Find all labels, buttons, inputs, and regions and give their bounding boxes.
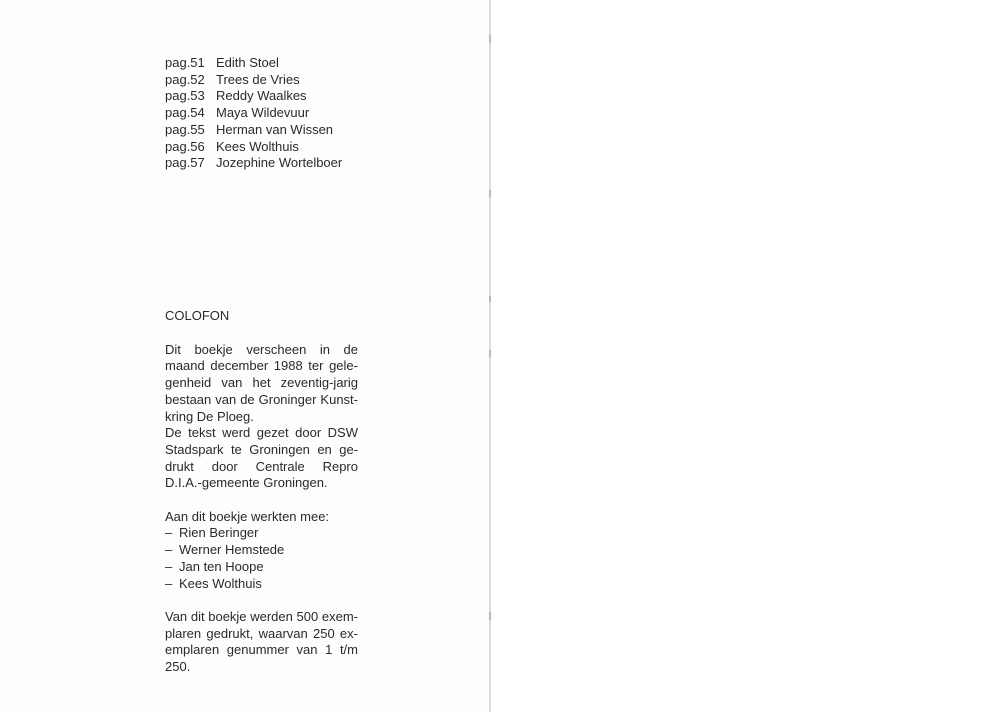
dash-bullet: –	[165, 525, 173, 541]
dash-bullet: –	[165, 575, 173, 591]
text-line: D.I.A.-gemeente Groningen.	[165, 475, 328, 491]
colofon-paragraph-publication	[165, 342, 358, 426]
colofon-title: COLOFON	[165, 308, 230, 323]
index-artist-name: Trees de Vries	[216, 71, 300, 87]
list-item	[165, 542, 358, 559]
text-line: De tekst werd gezet door DSW	[165, 425, 358, 441]
credit-name: Kees Wolthuis	[179, 575, 262, 591]
index-page-number: pag.55	[165, 121, 205, 137]
text-line: 250.	[165, 659, 191, 675]
list-item	[165, 576, 358, 593]
artist-index	[165, 55, 342, 172]
colofon-credits	[165, 509, 358, 593]
index-page-number: pag.53	[165, 88, 205, 104]
index-page-number: pag.52	[165, 71, 205, 87]
index-row	[165, 72, 342, 89]
left-page	[0, 0, 490, 712]
index-row	[165, 55, 342, 72]
colofon-section	[165, 308, 358, 676]
index-artist-name: Kees Wolthuis	[216, 138, 299, 154]
text-line: bestaan van de Groninger Kunst-	[165, 391, 358, 407]
index-artist-name: Maya Wildevuur	[216, 105, 310, 121]
colofon-paragraph-printing	[165, 425, 358, 492]
index-artist-name: Reddy Waalkes	[216, 88, 307, 104]
credit-name: Rien Beringer	[179, 525, 259, 541]
credits-intro: Aan dit boekje werkten mee:	[165, 508, 330, 524]
index-row	[165, 122, 342, 139]
text-line: genheid van het zeventig-jarig	[165, 375, 358, 391]
list-item	[165, 525, 358, 542]
text-line: Stadspark te Groningen en ge-	[165, 441, 358, 457]
text-line: maand december 1988 ter gele-	[165, 358, 358, 374]
colofon-paragraph-edition	[165, 609, 358, 676]
text-line: plaren gedrukt, waarvan 250 ex-	[165, 625, 358, 641]
index-page-number: pag.51	[165, 55, 205, 70]
dash-bullet: –	[165, 558, 173, 574]
dash-bullet: –	[165, 542, 173, 558]
index-row	[165, 155, 342, 172]
right-page-blank	[491, 0, 999, 712]
text-line: kring De Ploeg.	[165, 408, 254, 424]
list-item	[165, 559, 358, 576]
index-page-number: pag.54	[165, 105, 205, 121]
index-row	[165, 88, 342, 105]
index-page-number: pag.56	[165, 138, 205, 154]
index-row	[165, 105, 342, 122]
index-artist-name: Edith Stoel	[216, 55, 279, 70]
credits-list	[165, 525, 358, 592]
text-line: Van dit boekje werden 500 exem-	[165, 608, 358, 624]
index-artist-name: Herman van Wissen	[216, 121, 334, 137]
index-page-number: pag.57	[165, 155, 205, 171]
text-line: emplaren genummer van 1 t/m	[165, 642, 358, 658]
credit-name: Jan ten Hoope	[179, 558, 264, 574]
text-line: drukt door Centrale Repro	[165, 458, 358, 474]
credit-name: Werner Hemstede	[179, 542, 285, 558]
index-artist-name: Jozephine Wortelboer	[216, 155, 343, 171]
text-line: Dit boekje verscheen in de	[165, 341, 358, 357]
index-row	[165, 139, 342, 156]
